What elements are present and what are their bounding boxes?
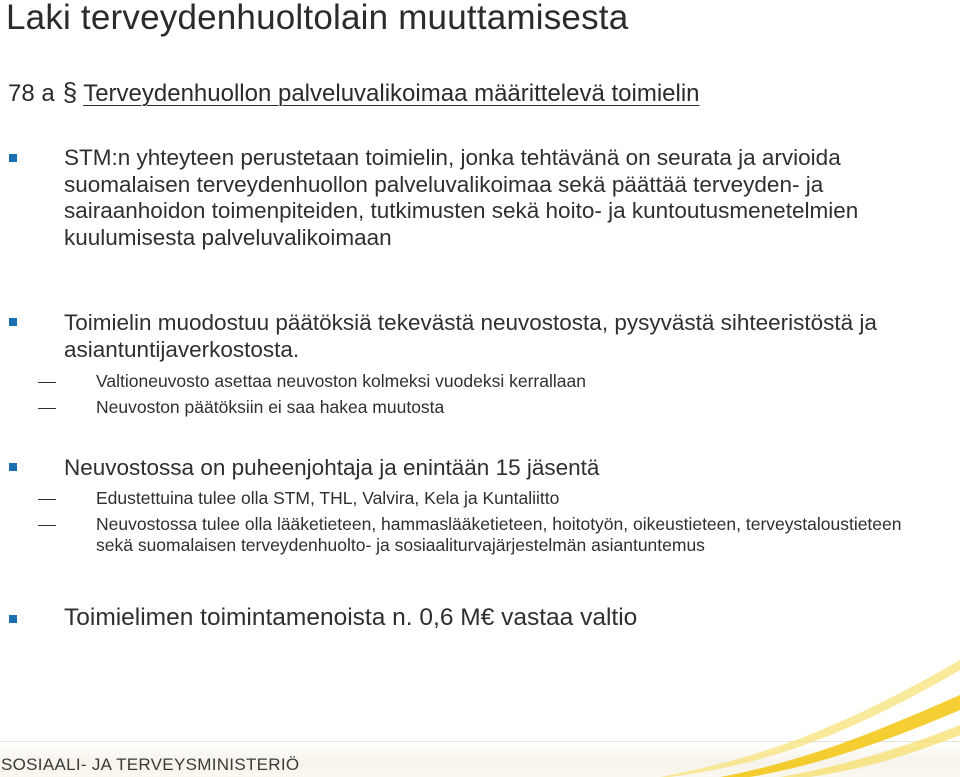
dash-icon bbox=[38, 525, 56, 526]
bullet-2-text: Toimielin muodostuu päätöksiä tekevästä neuvostosta, pysyvästä sihteeristöstä ja asiantuntijaverkostosta. bbox=[64, 310, 877, 362]
bullet-square-icon bbox=[9, 154, 17, 162]
section-title: Terveydenhuollon palveluvalikoimaa määrittelevä toimielin bbox=[83, 80, 700, 107]
dash-icon bbox=[38, 408, 56, 409]
section-symbol: § bbox=[62, 77, 78, 107]
bullet-3-sub-1: Edustettuina tulee olla STM, THL, Valvira, Kela ja Kuntaliitto bbox=[96, 488, 560, 508]
decorative-wave-icon bbox=[660, 640, 960, 777]
slide-title: Laki terveydenhuoltolain muuttamisesta bbox=[6, 0, 629, 37]
bullet-3-sub-2: Neuvostossa tulee olla lääketieteen, hammaslääketieteen, hoitotyön, oikeustieteen, terveystaloustieteen sekä suomalaisen terveydenhuolto- ja sosiaaliturvajärjestelmän asiantuntemus bbox=[96, 514, 902, 555]
bullet-square-icon bbox=[9, 318, 17, 326]
bullet-2-sub-1: Valtioneuvosto asettaa neuvoston kolmeksi vuodeksi kerrallaan bbox=[96, 371, 586, 391]
ministry-logo-text: SOSIAALI- JA TERVEYSMINISTERIÖ bbox=[1, 755, 300, 774]
bullet-4-text: Toimielimen toimintamenoista n. 0,6 M€ vastaa valtio bbox=[64, 604, 638, 631]
section-number: 78 a bbox=[8, 80, 55, 107]
bullet-2-sub-2: Neuvoston päätöksiin ei saa hakea muutosta bbox=[96, 397, 445, 417]
dash-icon bbox=[38, 382, 56, 383]
bullet-3-text: Neuvostossa on puheenjohtaja ja enintään 15 jäsentä bbox=[64, 455, 600, 480]
section-heading bbox=[8, 77, 700, 108]
bullet-square-icon bbox=[9, 615, 17, 623]
bullet-1-text: STM:n yhteyteen perustetaan toimielin, jonka tehtävänä on seurata ja arvioida suomalaisen terveydenhuollon palveluvalikoimaa sekä päättää terveyden- ja sairaanhoidon toimenpiteiden, tutkimusten sekä hoito- ja kuntoutusmenetelmien kuulumisesta palveluvalikoimaan bbox=[64, 145, 859, 250]
dash-icon bbox=[38, 499, 56, 500]
bullet-square-icon bbox=[9, 463, 17, 471]
